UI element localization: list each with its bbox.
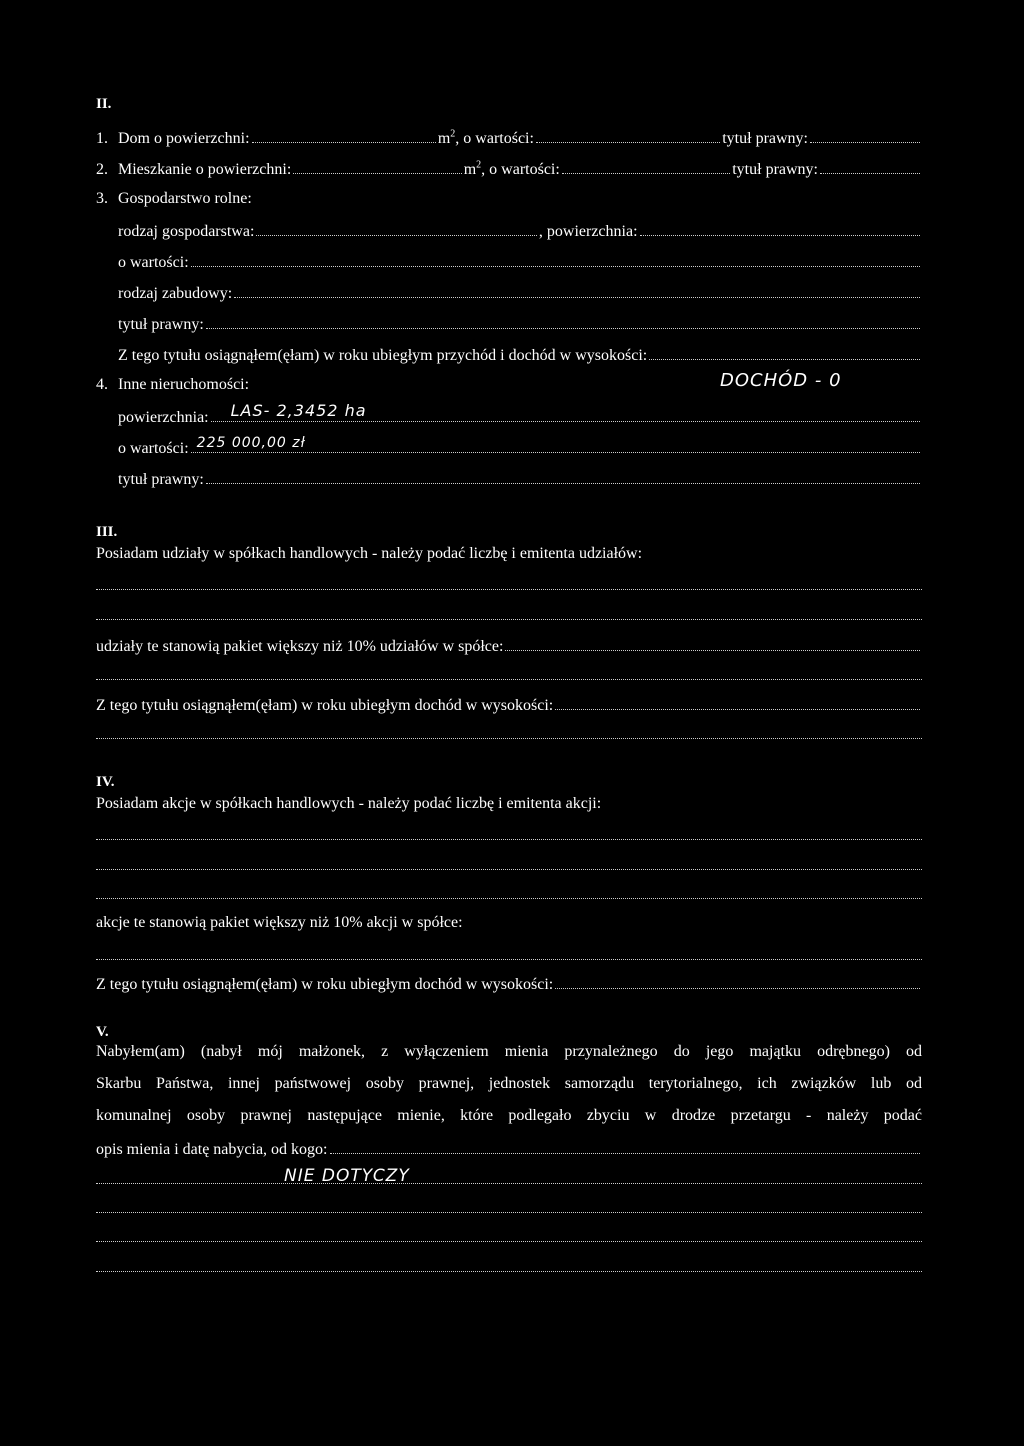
acquired-field-1[interactable] [96, 1166, 922, 1186]
stocks-field-3[interactable] [96, 897, 922, 899]
flat-title-field[interactable] [820, 159, 920, 174]
stocks-intro: Posiadam akcje w spółkach handlowych - należy podać liczbę i emitenta akcji: [96, 795, 602, 812]
other-property-label: Inne nieruchomości: [118, 376, 250, 393]
house-value-label: , o wartości: [455, 130, 534, 147]
shares-income-row [96, 695, 922, 717]
stocks-income-label: Z tego tytułu osiągnąłem(ęłam) w roku ubiegłym dochód w wysokości: [96, 976, 554, 993]
farm-type-label: rodzaj gospodarstwa: [118, 223, 255, 240]
farm-income-label: Z tego tytułu osiągnąłem(ęłam) w roku ubiegłym przychód i dochód w wysokości: [118, 347, 648, 364]
flat-value-label: , o wartości: [481, 161, 560, 178]
shares-pakiet-field[interactable] [505, 636, 920, 651]
other-value-handwritten: 225 000,00 zł [196, 435, 306, 451]
other-area-field[interactable] [211, 401, 920, 422]
flat-label: Mieszkanie o powierzchni: [118, 161, 292, 178]
other-value-field[interactable] [191, 435, 920, 453]
acquired-field-4[interactable] [96, 1270, 922, 1272]
section-ii-heading: II. [96, 96, 112, 112]
farm-buildings-label: rodzaj zabudowy: [118, 285, 233, 302]
shares-intro: Posiadam udziały w spółkach handlowych - należy podać liczbę i emitenta udziałów: [96, 545, 643, 562]
other-property-income-handwritten: DOCHÓD - 0 [720, 370, 842, 391]
house-title-label: tytuł prawny: [722, 130, 808, 147]
section-iv-heading: IV. [96, 774, 115, 790]
house-num: 1. [96, 130, 108, 147]
farm-title-row [118, 314, 922, 336]
shares-intro-row [96, 545, 922, 567]
other-property-num: 4. [96, 376, 108, 393]
farm-income-row [118, 345, 922, 367]
farm-buildings-row [118, 283, 922, 305]
shares-pakiet-label: udziały te stanowią pakiet większy niż 10% udziałów w spółce: [96, 638, 504, 655]
acquired-handwritten: NIE DOTYCZY [284, 1166, 410, 1186]
shares-income-field[interactable] [555, 695, 920, 710]
other-title-label: tytuł prawny: [118, 471, 204, 488]
stocks-pakiet-row [96, 914, 922, 936]
shares-field-3[interactable] [96, 678, 922, 680]
stocks-income-field[interactable] [555, 974, 920, 989]
farm-title-field[interactable] [206, 314, 920, 329]
stocks-field-4[interactable] [96, 958, 922, 960]
stocks-pakiet-label: akcje te stanowią pakiet większy niż 10% akcji w spółce: [96, 914, 463, 931]
flat-unit: $m^2$ [463, 159, 482, 178]
flat-value-field[interactable] [562, 159, 730, 174]
acquired-para-line-4: opis mienia i datę nabycia, od kogo: [96, 1141, 328, 1158]
house-value-field[interactable] [536, 128, 720, 143]
stocks-field-1[interactable] [96, 838, 922, 840]
farm-income-field[interactable] [649, 345, 920, 360]
house-row [96, 128, 922, 150]
acquired-para-line-1: Nabyłem(am) (nabył mój małżonek, z wyłączeniem mienia przynależnego do jego majątku odrębnego) od [96, 1043, 922, 1060]
flat-area-field[interactable] [293, 159, 461, 174]
farm-row [96, 190, 922, 212]
house-unit: $m^2$ [437, 128, 456, 147]
farm-value-field[interactable] [191, 252, 920, 267]
other-area-handwritten: LAS- 2,3452 ha [230, 401, 367, 420]
other-value-label: o wartości: [118, 440, 189, 457]
farm-area-field[interactable] [640, 221, 920, 236]
stocks-income-row [96, 974, 922, 996]
other-area-row [118, 401, 922, 429]
flat-title-label: tytuł prawny: [732, 161, 818, 178]
flat-row [96, 159, 922, 181]
farm-value-row [118, 252, 922, 274]
farm-type-row [118, 221, 922, 243]
farm-value-label: o wartości: [118, 254, 189, 271]
acquired-para-line-4-row [96, 1139, 922, 1161]
farm-type-field[interactable] [256, 221, 536, 236]
farm-title-label: tytuł prawny: [118, 316, 204, 333]
stocks-field-2[interactable] [96, 868, 922, 870]
farm-num: 3. [96, 190, 108, 207]
other-value-row [118, 435, 922, 460]
farm-area-label: , powierzchnia: [538, 223, 638, 240]
house-label: Dom o powierzchni: [118, 130, 250, 147]
house-area-field[interactable] [252, 128, 436, 143]
acquired-para-line-3: komunalnej osoby prawnej następujące mienie, które podlegało zbyciu w drodze przetargu - należy podać [96, 1107, 922, 1124]
shares-field-4[interactable] [96, 737, 922, 739]
shares-field-1[interactable] [96, 588, 922, 590]
shares-pakiet-row [96, 636, 922, 658]
stocks-intro-row [96, 795, 922, 817]
house-title-field[interactable] [810, 128, 920, 143]
shares-income-label: Z tego tytułu osiągnąłem(ęłam) w roku ubiegłym dochód w wysokości: [96, 697, 554, 714]
acquired-para-line-2: Skarbu Państwa, innej państwowej osoby prawnej, jednostek samorządu terytorialnego, ich związków lub od [96, 1075, 922, 1092]
other-title-field[interactable] [206, 469, 920, 484]
section-iii-heading: III. [96, 524, 118, 540]
shares-field-2[interactable] [96, 618, 922, 620]
farm-label: Gospodarstwo rolne: [118, 190, 252, 207]
farm-buildings-field[interactable] [234, 283, 920, 298]
flat-num: 2. [96, 161, 108, 178]
other-area-label: powierzchnia: [118, 409, 209, 426]
acquired-field-3[interactable] [96, 1240, 922, 1242]
other-title-row [118, 469, 922, 491]
section-v-heading: V. [96, 1024, 109, 1040]
acquired-field-2[interactable] [96, 1211, 922, 1213]
acquired-desc-field[interactable] [330, 1139, 921, 1154]
